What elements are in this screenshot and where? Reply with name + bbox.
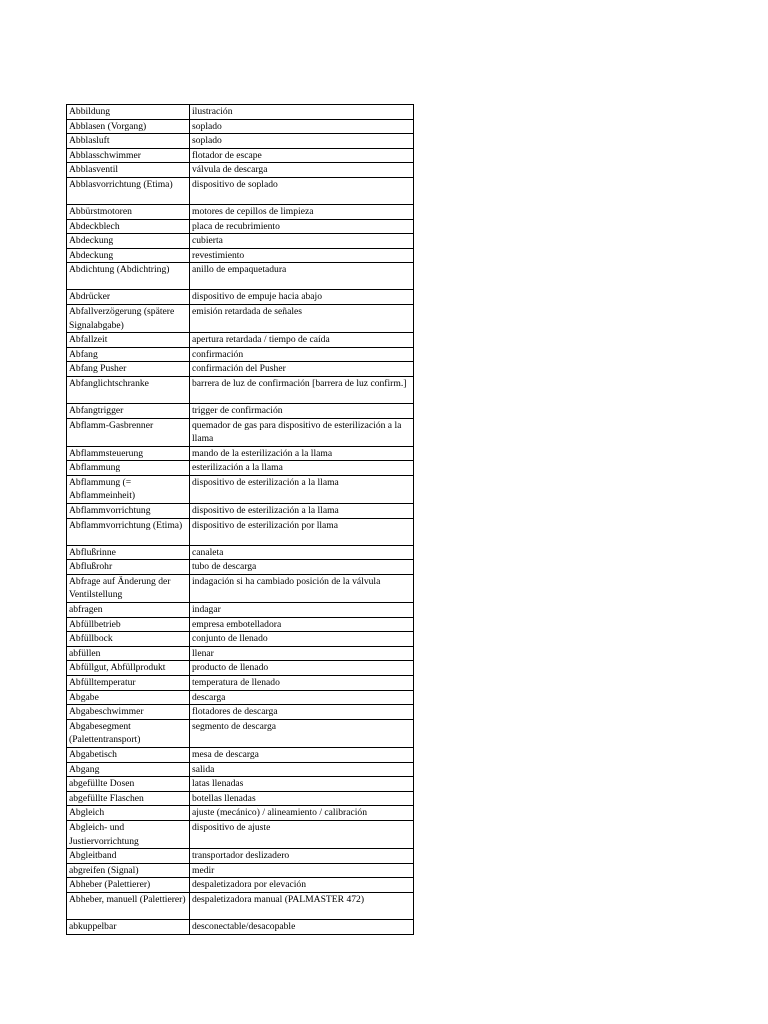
german-term: Abblasvorrichtung (Etima) — [67, 177, 190, 204]
spanish-term: despaletizadora por elevación — [190, 878, 414, 893]
spanish-term: mando de la esterilización a la llama — [190, 446, 414, 461]
table-row — [67, 290, 414, 305]
spanish-term: quemador de gas para dispositivo de esterilización a la llama — [190, 418, 414, 446]
german-term: Abdeckblech — [67, 219, 190, 234]
spanish-term: motores de cepillos de limpieza — [190, 204, 414, 219]
spanish-term: segmento de descarga — [190, 719, 414, 747]
german-term: abgreifen (Signal) — [67, 863, 190, 878]
spanish-term: llenar — [190, 646, 414, 661]
table-row — [67, 475, 414, 503]
table-row — [67, 747, 414, 762]
table-row — [67, 705, 414, 720]
german-term: Abbildung — [67, 105, 190, 120]
german-term: Abgabeschwimmer — [67, 705, 190, 720]
german-term: Abgabe — [67, 690, 190, 705]
german-term: Abgleich- und Justiervorrichtung — [67, 820, 190, 848]
german-term: Abflammvorrichtung — [67, 504, 190, 519]
table-row — [67, 806, 414, 821]
german-term: Abbürstmotoren — [67, 204, 190, 219]
table-row — [67, 646, 414, 661]
german-term: Abfang — [67, 347, 190, 362]
table-row — [67, 892, 414, 919]
german-term: Abfüllbetrieb — [67, 617, 190, 632]
table-row — [67, 777, 414, 792]
table-row — [67, 676, 414, 691]
table-row — [67, 719, 414, 747]
spanish-term: flotadores de descarga — [190, 705, 414, 720]
german-term: Abflammvorrichtung (Etima) — [67, 518, 190, 545]
table-row — [67, 632, 414, 647]
table-row — [67, 617, 414, 632]
german-term: Abgabetisch — [67, 747, 190, 762]
german-term: Abflußrohr — [67, 560, 190, 575]
spanish-term: trigger de confirmación — [190, 403, 414, 418]
german-term: Abblasschwimmer — [67, 148, 190, 163]
german-term: Abflammsteuerung — [67, 446, 190, 461]
spanish-term: botellas llenadas — [190, 791, 414, 806]
table-row — [67, 690, 414, 705]
table-row — [67, 177, 414, 204]
spanish-term: ilustración — [190, 105, 414, 120]
german-term: Abflußrinne — [67, 545, 190, 560]
spanish-term: dispositivo de soplado — [190, 177, 414, 204]
spanish-term: confirmación — [190, 347, 414, 362]
german-term: Abfangtrigger — [67, 403, 190, 418]
german-term: abkuppelbar — [67, 919, 190, 934]
spanish-term: dispositivo de esterilización a la llama — [190, 475, 414, 503]
spanish-term: emisión retardada de señales — [190, 304, 414, 332]
spanish-term: descarga — [190, 690, 414, 705]
german-term: Abgabesegment (Palettentransport) — [67, 719, 190, 747]
table-row — [67, 461, 414, 476]
table-row — [67, 333, 414, 348]
spanish-term: ajuste (mecánico) / alineamiento / calibración — [190, 806, 414, 821]
german-term: Abfrage auf Änderung der Ventilstellung — [67, 574, 190, 602]
table-row — [67, 204, 414, 219]
spanish-term: indagación si ha cambiado posición de la válvula — [190, 574, 414, 602]
german-term: Abfüllbock — [67, 632, 190, 647]
spanish-term: barrera de luz de confirmación [barrera de luz confirm.] — [190, 376, 414, 403]
spanish-term: soplado — [190, 119, 414, 134]
table-row — [67, 820, 414, 848]
german-term: Abheber (Palettierer) — [67, 878, 190, 893]
table-row — [67, 762, 414, 777]
table-row — [67, 661, 414, 676]
table-row — [67, 545, 414, 560]
spanish-term: dispositivo de esterilización por llama — [190, 518, 414, 545]
german-term: Abfüllgut, Abfüllprodukt — [67, 661, 190, 676]
german-term: Abflamm-Gasbrenner — [67, 418, 190, 446]
table-row — [67, 878, 414, 893]
german-term: abfüllen — [67, 646, 190, 661]
table-row — [67, 376, 414, 403]
table-row — [67, 105, 414, 120]
spanish-term: tubo de descarga — [190, 560, 414, 575]
spanish-term: esterilización a la llama — [190, 461, 414, 476]
german-term: Abflammung — [67, 461, 190, 476]
german-term: abgefüllte Dosen — [67, 777, 190, 792]
german-term: abfragen — [67, 603, 190, 618]
spanish-term: soplado — [190, 134, 414, 149]
spanish-term: mesa de descarga — [190, 747, 414, 762]
table-row — [67, 148, 414, 163]
spanish-term: válvula de descarga — [190, 163, 414, 178]
german-term: Abfallzeit — [67, 333, 190, 348]
table-row — [67, 919, 414, 934]
table-row — [67, 403, 414, 418]
spanish-term: producto de llenado — [190, 661, 414, 676]
german-term: Abgang — [67, 762, 190, 777]
table-row — [67, 304, 414, 332]
german-term: Abdichtung (Abdichtring) — [67, 263, 190, 290]
german-term: Abfülltemperatur — [67, 676, 190, 691]
german-term: Abgleich — [67, 806, 190, 821]
table-row — [67, 119, 414, 134]
table-row — [67, 163, 414, 178]
table-row — [67, 234, 414, 249]
spanish-term: latas llenadas — [190, 777, 414, 792]
table-row — [67, 791, 414, 806]
table-row — [67, 219, 414, 234]
table-row — [67, 863, 414, 878]
spanish-term: canaleta — [190, 545, 414, 560]
german-term: Abdeckung — [67, 248, 190, 263]
table-row — [67, 560, 414, 575]
spanish-term: dispositivo de empuje hacia abajo — [190, 290, 414, 305]
table-row — [67, 347, 414, 362]
spanish-term: placa de recubrimiento — [190, 219, 414, 234]
spanish-term: desconectable/desacopable — [190, 919, 414, 934]
german-term: Abflammung (= Abflammeinheit) — [67, 475, 190, 503]
german-term: Abheber, manuell (Palettierer) — [67, 892, 190, 919]
spanish-term: apertura retardada / tiempo de caída — [190, 333, 414, 348]
table-row — [67, 134, 414, 149]
table-row — [67, 603, 414, 618]
spanish-term: dispositivo de esterilización a la llama — [190, 504, 414, 519]
spanish-term: anillo de empaquetadura — [190, 263, 414, 290]
spanish-term: indagar — [190, 603, 414, 618]
table-row — [67, 504, 414, 519]
spanish-term: medir — [190, 863, 414, 878]
spanish-term: revestimiento — [190, 248, 414, 263]
german-term: Abdrücker — [67, 290, 190, 305]
spanish-term: empresa embotelladora — [190, 617, 414, 632]
spanish-term: flotador de escape — [190, 148, 414, 163]
spanish-term: transportador deslizadero — [190, 849, 414, 864]
german-term: Abfallverzögerung (spätere Signalabgabe) — [67, 304, 190, 332]
spanish-term: conjunto de llenado — [190, 632, 414, 647]
spanish-term: dispositivo de ajuste — [190, 820, 414, 848]
table-row — [67, 263, 414, 290]
spanish-term: confirmación del Pusher — [190, 362, 414, 377]
table-row — [67, 518, 414, 545]
german-term: abgefüllte Flaschen — [67, 791, 190, 806]
spanish-term: cubierta — [190, 234, 414, 249]
german-term: Abdeckung — [67, 234, 190, 249]
german-term: Abblasventil — [67, 163, 190, 178]
german-term: Abgleitband — [67, 849, 190, 864]
table-row — [67, 446, 414, 461]
german-term: Abblasluft — [67, 134, 190, 149]
spanish-term: temperatura de llenado — [190, 676, 414, 691]
table-row — [67, 418, 414, 446]
german-term: Abblasen (Vorgang) — [67, 119, 190, 134]
german-term: Abfang Pusher — [67, 362, 190, 377]
table-row — [67, 849, 414, 864]
spanish-term: salida — [190, 762, 414, 777]
glossary-table-body — [67, 105, 414, 935]
spanish-term: despaletizadora manual (PALMASTER 472) — [190, 892, 414, 919]
german-term: Abfanglichtschranke — [67, 376, 190, 403]
glossary-table — [66, 104, 414, 935]
table-row — [67, 574, 414, 602]
table-row — [67, 362, 414, 377]
table-row — [67, 248, 414, 263]
